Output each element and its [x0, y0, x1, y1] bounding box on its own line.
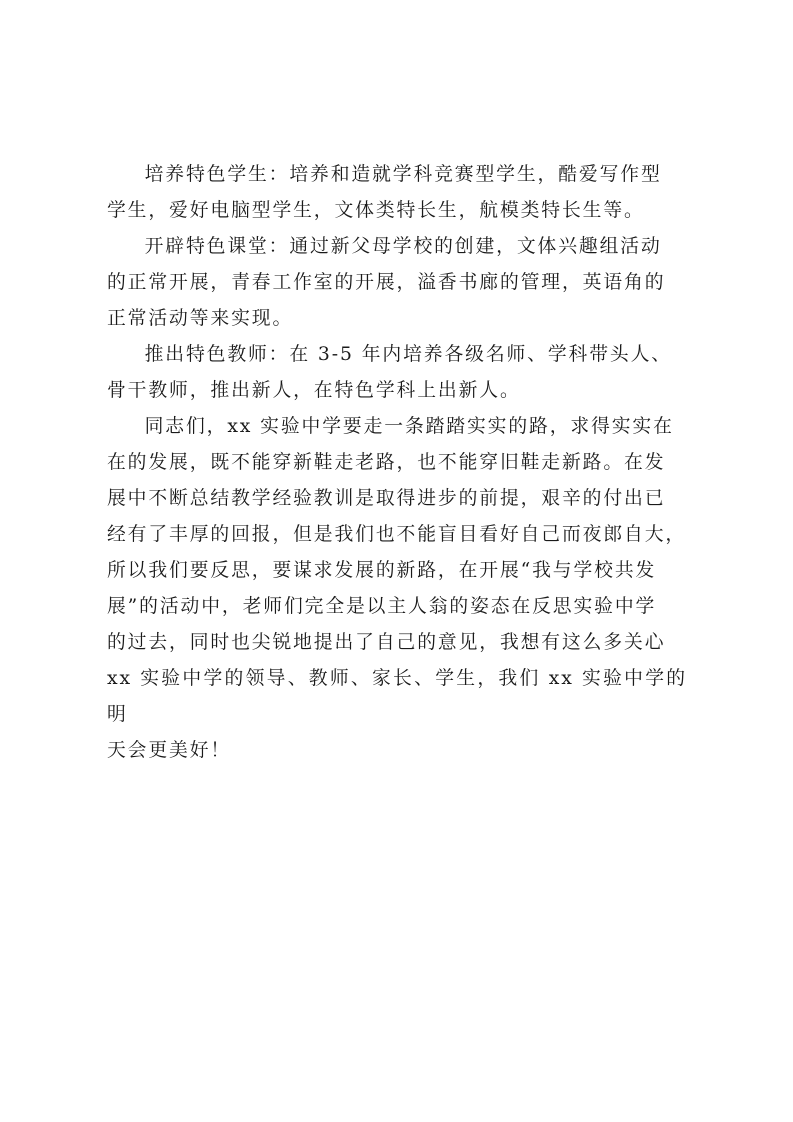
text-line: 推出特色教师：在 3-5 年内培养各级名师、学科带头人、 — [144, 344, 672, 365]
text-line: 正常活动等来实现。 — [107, 308, 294, 329]
text-line: 展”的活动中，老师们完全是以主人翁的姿态在反思实验中学 — [107, 596, 657, 617]
text-line: xx 实验中学的领导、教师、家长、学生，我们 xx 实验中学的明 — [107, 668, 687, 725]
paragraph-special-students — [107, 157, 687, 229]
text-line: 培养特色学生：培养和造就学科竞赛型学生，酷爱写作型 — [144, 164, 662, 185]
text-line: 经有了丰厚的回报，但是我们也不能盲目看好自己而夜郎自大， — [107, 524, 687, 545]
text-line: 学生，爱好电脑型学生，文体类特长生，航模类特长生等。 — [107, 200, 645, 221]
text-line: 在的发展，既不能穿新鞋走老路，也不能穿旧鞋走新路。在发 — [107, 452, 666, 473]
text-line: 骨干教师，推出新人，在特色学科上出新人。 — [107, 380, 521, 401]
text-line: 天会更美好！ — [107, 740, 232, 761]
text-line: 的过去，同时也尖锐地提出了自己的意见，我想有这么多关心 — [107, 632, 666, 653]
text-line: 展中不断总结教学经验教训是取得进步的前提，艰辛的付出已 — [107, 488, 666, 509]
paragraph-special-classroom — [107, 229, 687, 337]
text-line: 同志们，xx 实验中学要走一条踏踏实实的路，求得实实在 — [144, 416, 674, 437]
paragraph-special-teachers — [107, 337, 687, 409]
text-line: 所以我们要反思，要谋求发展的新路，在开展“我与学校共发 — [107, 560, 657, 581]
text-line: 的正常开展，青春工作室的开展，溢香书廊的管理，英语角的 — [107, 272, 666, 293]
paragraph-closing-remarks — [107, 409, 687, 769]
text-line: 开辟特色课堂：通过新父母学校的创建，文体兴趣组活动 — [144, 236, 662, 257]
document-body — [107, 157, 687, 769]
